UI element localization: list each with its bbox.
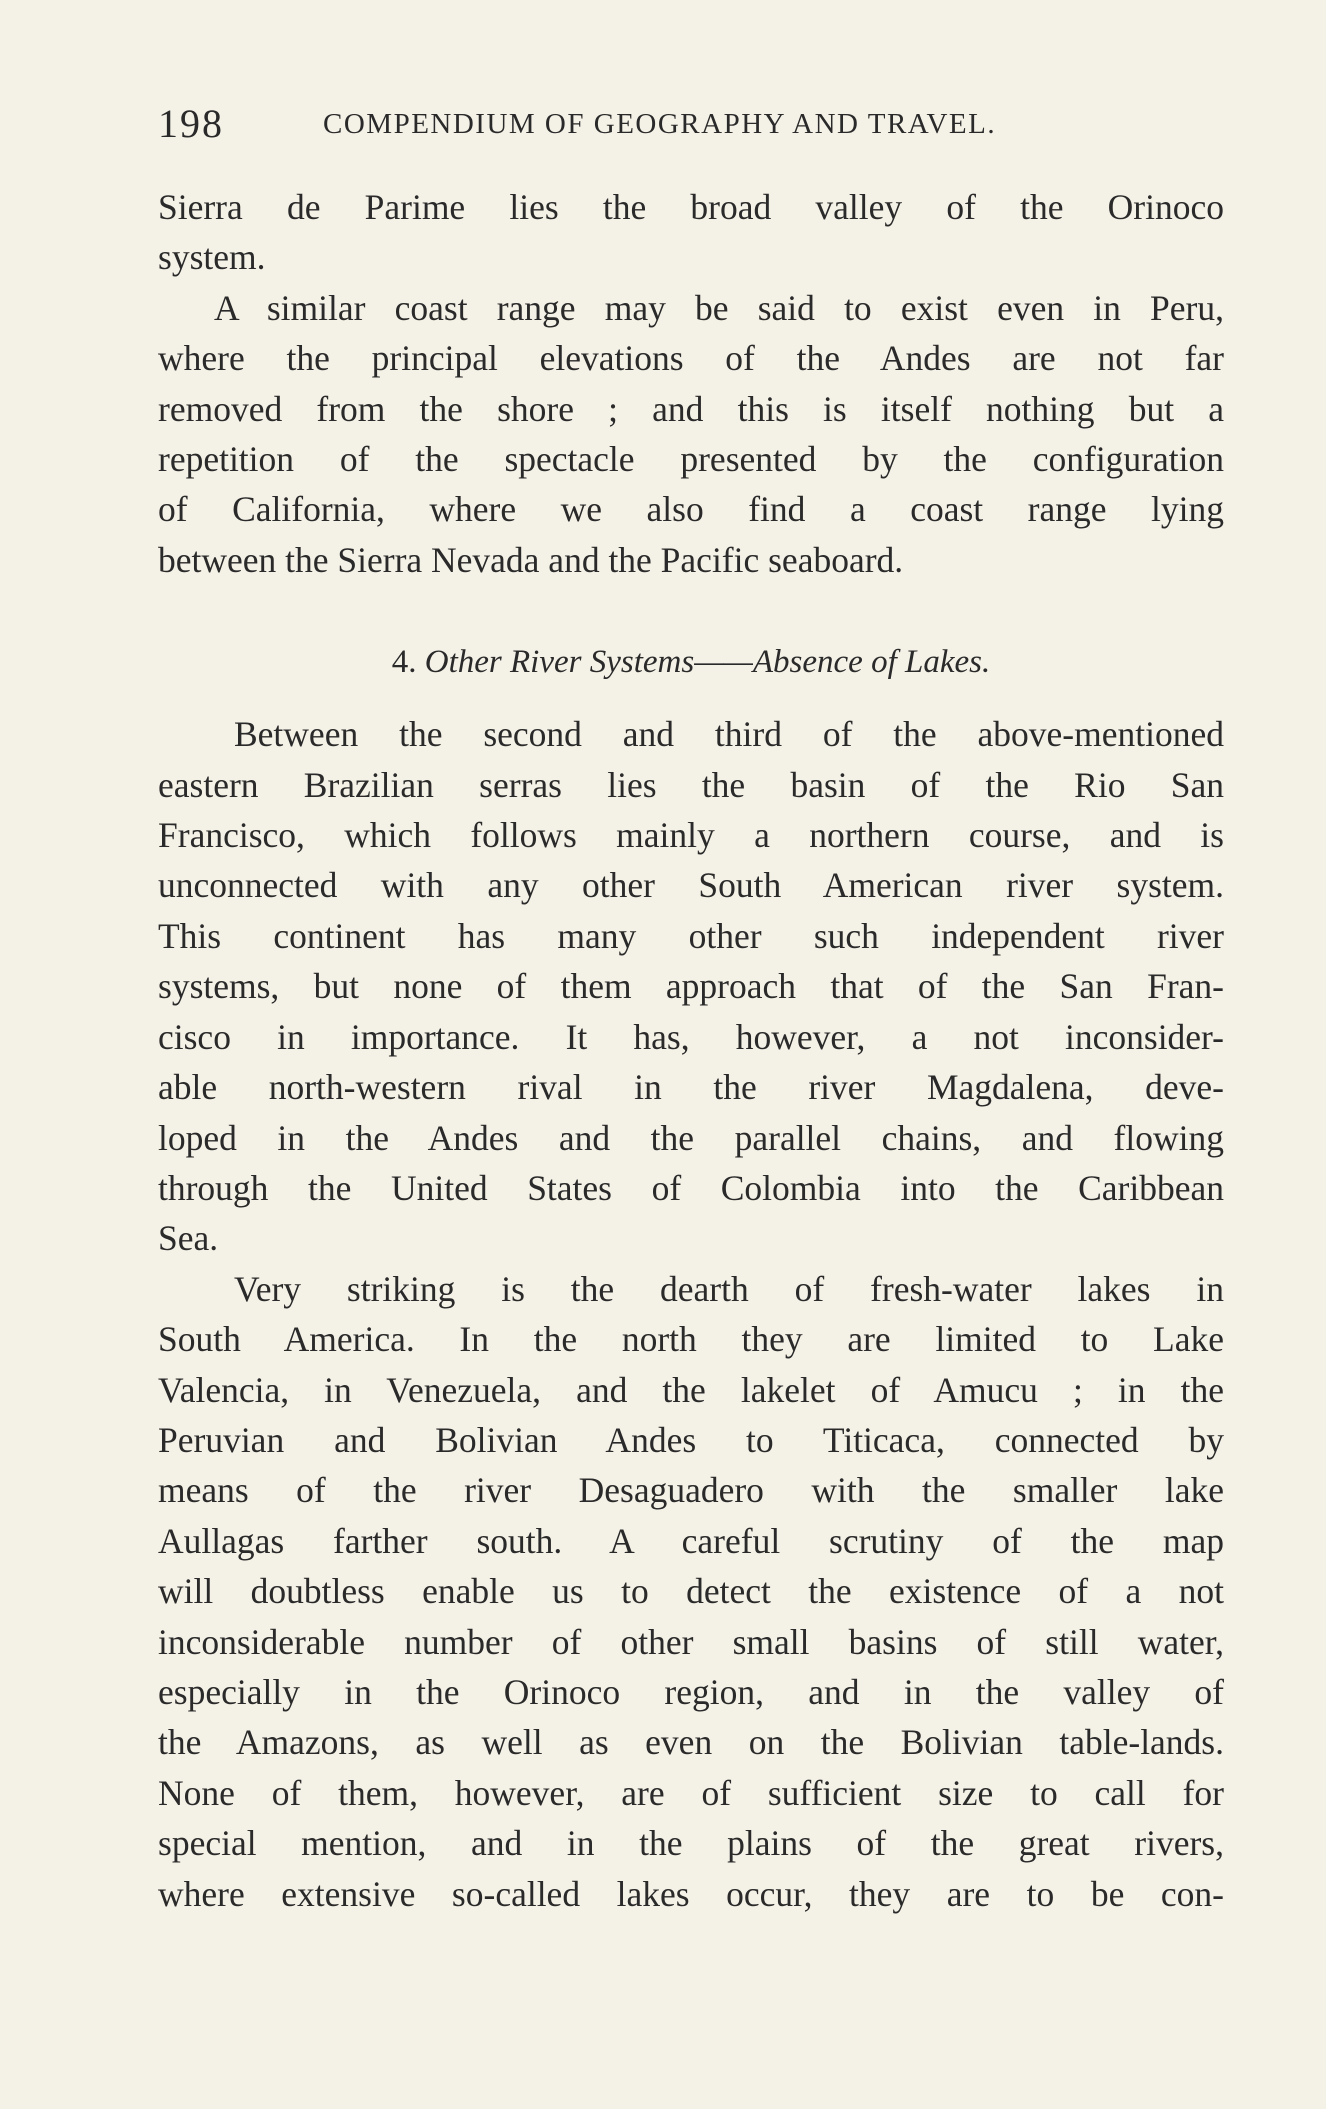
paragraph-continued <box>158 182 1224 283</box>
text-line: will doubtless enable us to detect the existence of a not <box>158 1571 1224 1612</box>
text-line: system. <box>158 237 266 278</box>
book-page <box>158 100 1224 1919</box>
running-title: COMPENDIUM OF GEOGRAPHY AND TRAVEL. <box>323 108 997 140</box>
text-line: able north-western rival in the river Magdalena, deve- <box>158 1067 1224 1108</box>
text-line: means of the river Desaguadero with the smaller lake <box>158 1470 1224 1511</box>
text-line: Sea. <box>158 1218 219 1259</box>
text-line: Francisco, which follows mainly a northern course, and is <box>158 815 1224 856</box>
text-line: through the United States of Colombia into the Caribbean <box>158 1167 1224 1208</box>
text-line: repetition of the spectacle presented by the configuration <box>158 439 1224 480</box>
text-line: between the Sierra Nevada and the Pacific seaboard. <box>158 539 904 580</box>
text-line: unconnected with any other South American river system. <box>158 865 1224 906</box>
text-line: Aullagas farther south. A careful scrutiny of the map <box>158 1520 1224 1561</box>
text-line: loped in the Andes and the parallel chains, and flowing <box>158 1117 1224 1158</box>
paragraph-coast-range <box>158 283 1224 585</box>
text-line: Very striking is the dearth of fresh-water lakes in <box>234 1268 1224 1309</box>
text-line: Valencia, in Venezuela, and the lakelet of Amucu ; in the <box>158 1369 1224 1410</box>
text-line: removed from the shore ; and this is itself nothing but a <box>158 388 1224 429</box>
page-number: 198 <box>158 101 224 146</box>
section-number: 4. <box>391 644 417 681</box>
text-line: systems, but none of them approach that of the San Fran- <box>158 966 1224 1007</box>
paragraph-river-systems <box>158 709 1224 1263</box>
text-line: the Amazons, as well as even on the Bolivian table-lands. <box>158 1722 1224 1763</box>
section-title: Other River Systems——Absence of Lakes. <box>424 644 991 681</box>
text-line: eastern Brazilian serras lies the basin of the Rio San <box>158 764 1224 805</box>
section-heading <box>158 637 1224 687</box>
text-line: Between the second and third of the above-mentioned <box>234 714 1224 755</box>
text-line: A similar coast range may be said to exist even in Peru, <box>214 287 1224 328</box>
text-line: where extensive so-called lakes occur, they are to be con- <box>158 1873 1224 1914</box>
text-line: None of them, however, are of sufficient size to call for <box>158 1772 1224 1813</box>
text-line: where the principal elevations of the Andes are not far <box>158 338 1224 379</box>
running-head <box>158 100 1224 156</box>
text-line: This continent has many other such independent river <box>158 915 1224 956</box>
text-line: Peruvian and Bolivian Andes to Titicaca, connected by <box>158 1419 1224 1460</box>
paragraph-lakes <box>158 1264 1224 1919</box>
text-line: inconsiderable number of other small basins of still water, <box>158 1621 1224 1662</box>
text-line: especially in the Orinoco region, and in the valley of <box>158 1671 1224 1712</box>
text-line: special mention, and in the plains of the great rivers, <box>158 1823 1224 1864</box>
text-line: cisco in importance. It has, however, a not inconsider- <box>158 1016 1224 1057</box>
text-line: of California, where we also find a coast range lying <box>158 489 1224 530</box>
text-line: Sierra de Parime lies the broad valley of the Orinoco <box>158 187 1224 227</box>
text-line: South America. In the north they are limited to Lake <box>158 1319 1224 1360</box>
